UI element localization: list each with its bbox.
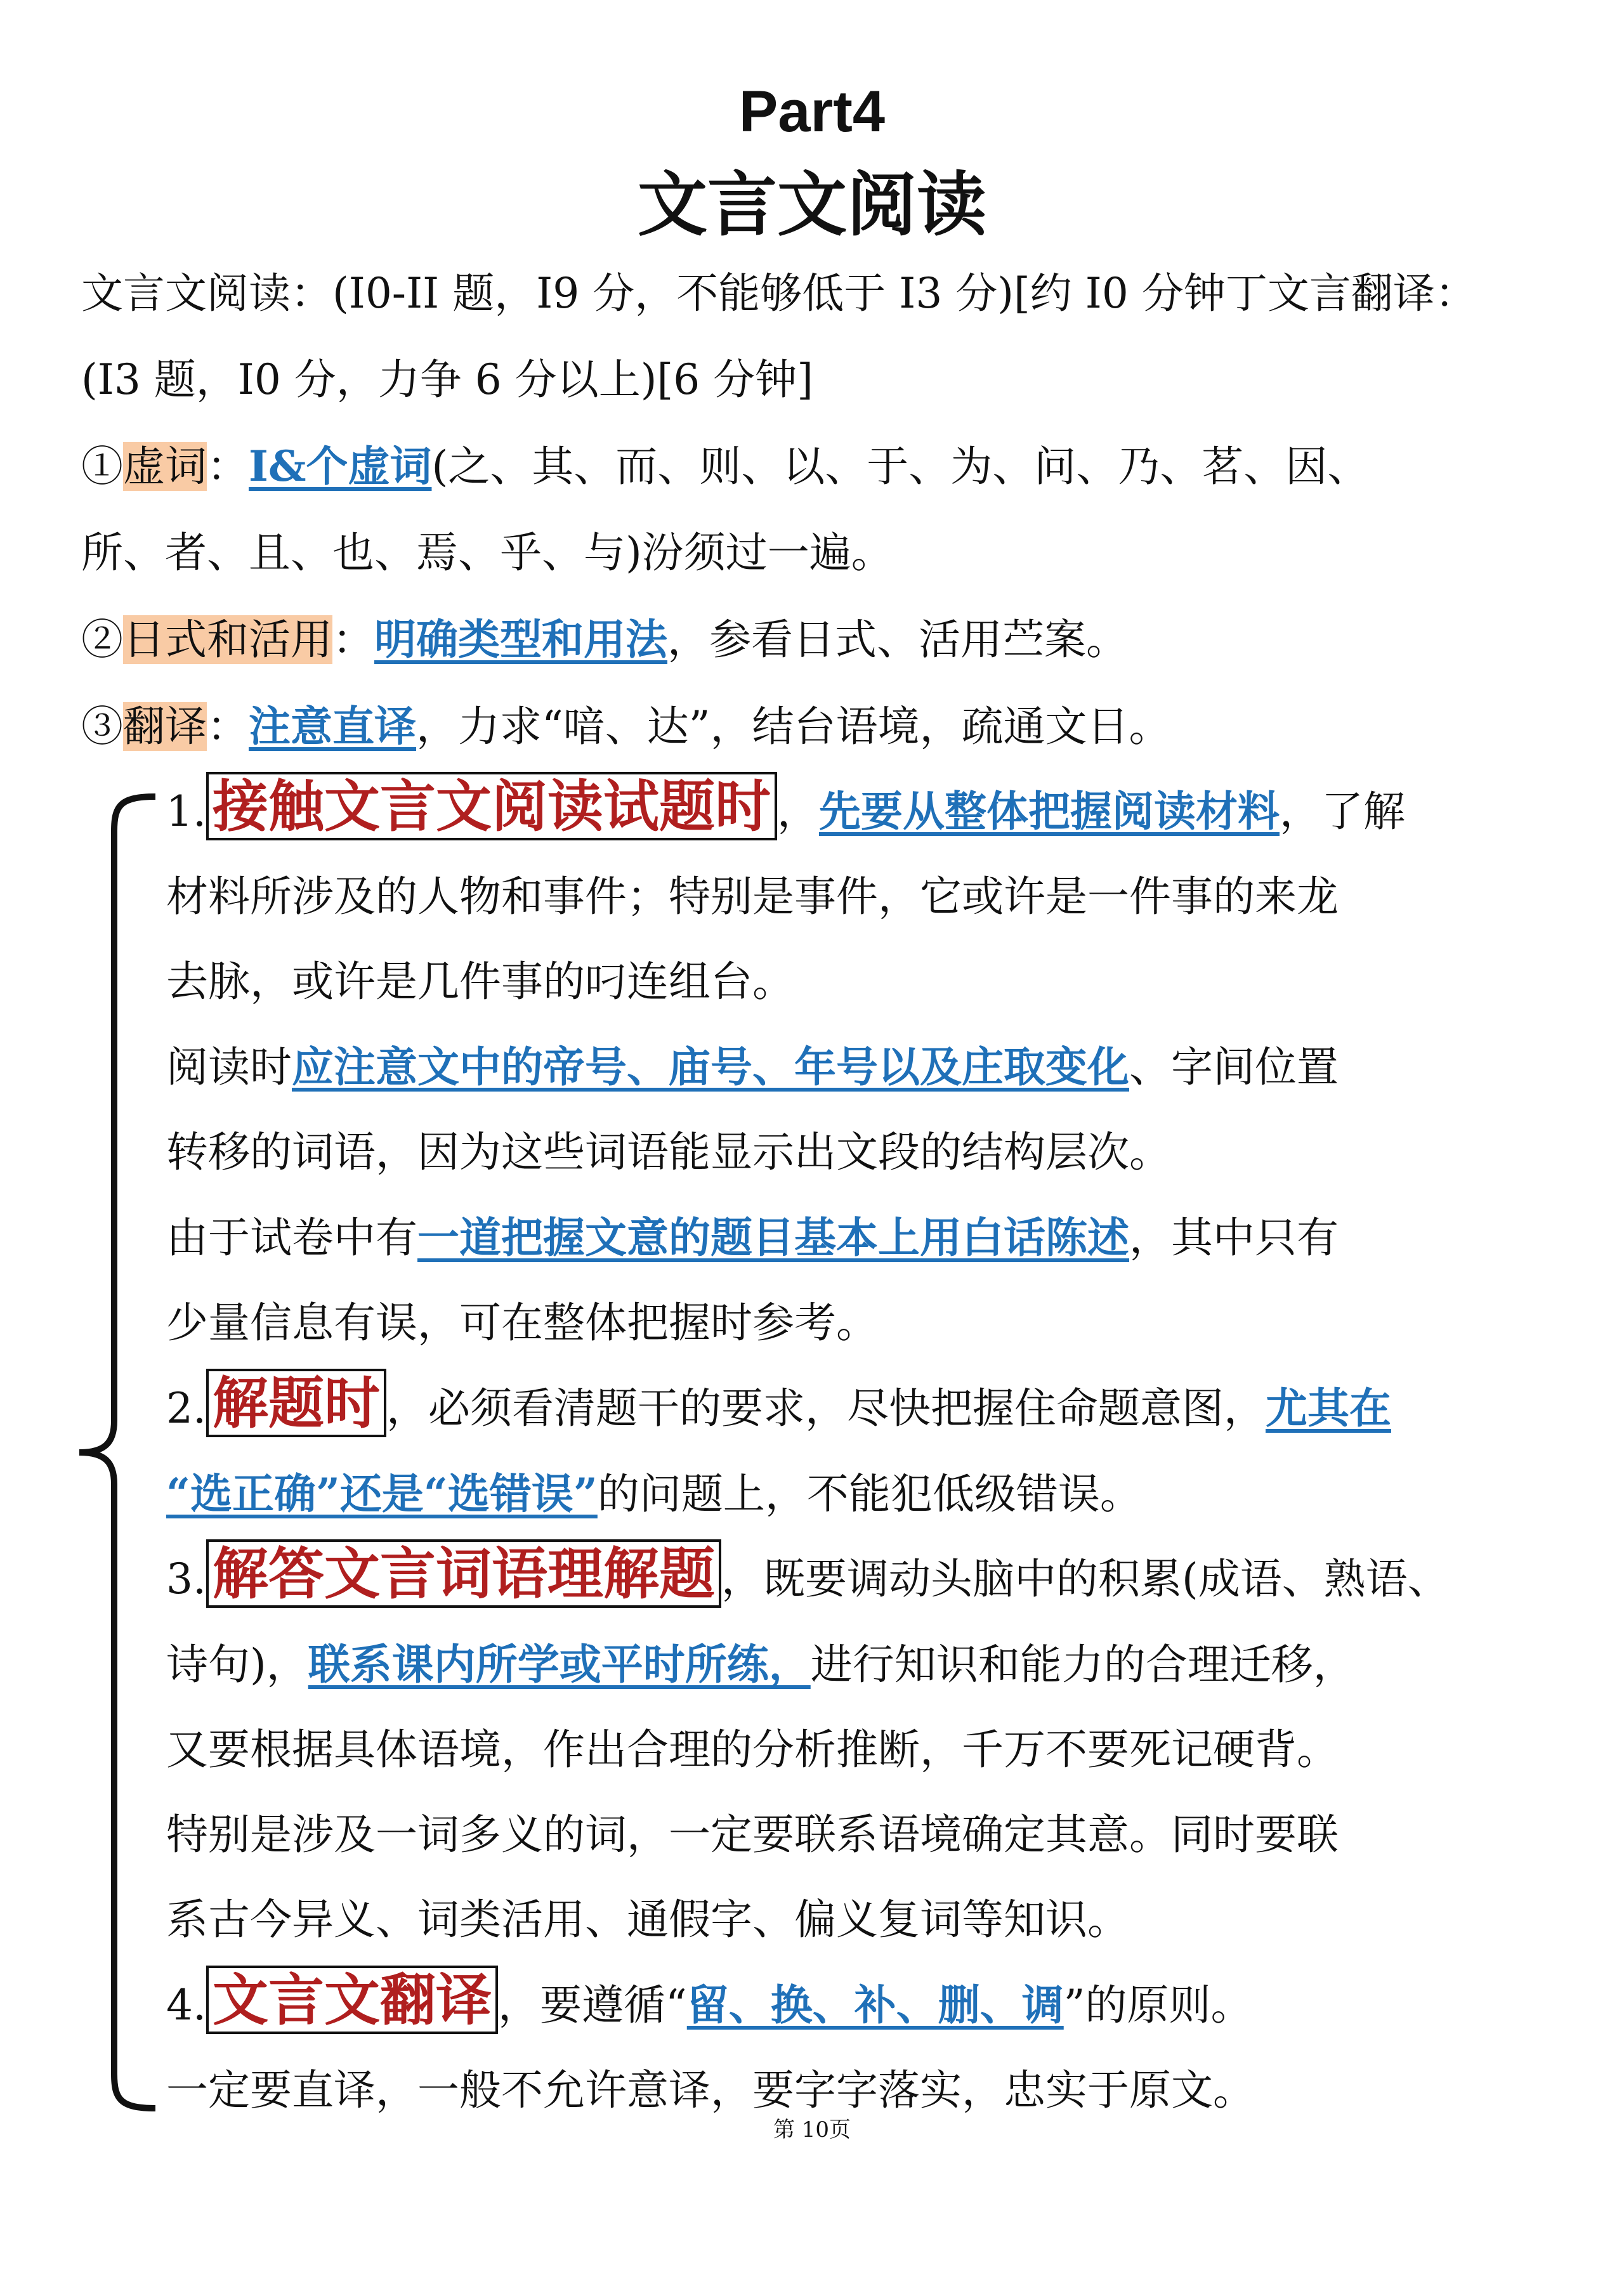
- tip-1-reading: 阅读时应注意文中的帝号、庙号、年号以及庄取变化、字间位置: [166, 1042, 1339, 1092]
- tip-3: 3. 解答文言词语理解题 ，既要调动头脑中的积累(成语、熟语、: [166, 1537, 1562, 1622]
- intro-line-1: 文言文阅读：(I0-II 题，I9 分，不能够低于 I3 分)[约 I0 分钟丁文言翻译：: [81, 269, 1477, 318]
- link-function-words: I&个虚词: [249, 441, 432, 491]
- tip-4-heading: 文言文翻译: [206, 1966, 498, 2034]
- tip-4-line-2: 一定要直译，一般不允许意译，要字字落实，忠实于原文。: [166, 2066, 1255, 2115]
- tip-3-link: 联系课内所学或平时所练，: [308, 1640, 811, 1689]
- tip-2: 2. 解题时 ，必须看清题干的要求，尽快把握住命题意图，尤其在: [166, 1366, 1562, 1451]
- tip-1-reading-link: 应注意文中的帝号、庙号、年号以及庄取变化: [292, 1042, 1129, 1092]
- tip-1-link: 先要从整体把握阅读材料: [819, 786, 1280, 836]
- label-function-words: 虚词: [123, 442, 207, 491]
- label-patterns: 日式和活用: [123, 615, 332, 664]
- tip-1-reading-cont: 转移的词语，因为这些词语能显示出文段的结构层次。: [166, 1128, 1171, 1177]
- page-number: 第 10页: [773, 2117, 851, 2143]
- tips-section: [166, 769, 1562, 2133]
- tip-2-cont: “选正确”还是“选错误”的问题上，不能犯低级错误。: [166, 1469, 1142, 1518]
- item-function-words: ①虚词：I&个虚词(之、其、而、则、以、于、为、问、乃、茗、因、: [81, 441, 1370, 491]
- label-translation: 翻译: [123, 702, 207, 751]
- intro-section: [81, 251, 1566, 770]
- tip-1-line-2: 材料所涉及的人物和事件；特别是事件，它或许是一件事的来龙: [166, 872, 1339, 921]
- tip-2-link-a: 尤其在: [1266, 1383, 1391, 1433]
- link-translation: 注意直译: [249, 701, 416, 751]
- tip-2-heading: 解题时: [206, 1369, 386, 1437]
- tip-1-heading: 接触文言文阅读试题时: [206, 772, 777, 840]
- tip-1: 1. 接触文言文阅读试题时 ，先要从整体把握阅读材料，了解: [166, 769, 1562, 854]
- intro-line-2: (I3 题，I0 分，力争 6 分以上)[6 分钟]: [81, 355, 814, 404]
- tip-4: 4. 文言文翻译 ，要遵循“留、换、补、删、调”的原则。: [166, 1962, 1562, 2048]
- curly-brace: [76, 793, 159, 2112]
- link-patterns: 明确类型和用法: [374, 615, 667, 664]
- tip-3-line-4: 特别是涉及一词多义的词，一定要联系语境确定其意。同时要联: [166, 1810, 1339, 1859]
- item-translation: ③翻译：注意直译，力求“喑、达”，结台语境，疏通文日。: [81, 701, 1171, 751]
- page-title: 文言文阅读: [638, 164, 986, 245]
- tip-2-link-b: “选正确”还是“选错误”: [166, 1469, 598, 1518]
- tip-3-line-2: 诗句)，联系课内所学或平时所练，进行知识和能力的合理迁移，: [166, 1640, 1355, 1689]
- tip-1-exam-link: 一道把握文意的题目基本上用白话陈述: [417, 1213, 1129, 1262]
- part-title: Part4: [738, 79, 886, 144]
- tip-3-heading: 解答文言词语理解题: [206, 1539, 721, 1608]
- tip-3-line-3: 又要根据具体语境，作出合理的分析推断，千万不要死记硬背。: [166, 1725, 1339, 1774]
- tip-1-exam: 由于试卷中有一道把握文意的题目基本上用白话陈述，其中只有: [166, 1213, 1339, 1262]
- item-function-words-cont: 所、者、且、也、焉、乎、与)汾须过一遍。: [81, 528, 893, 577]
- tip-1-exam-cont: 少量信息有误，可在整体把握时参考。: [166, 1298, 878, 1347]
- tip-4-link: 留、换、补、删、调: [686, 1980, 1064, 2030]
- tip-3-line-5: 系古今异义、词类活用、通假字、偏义复词等知识。: [166, 1895, 1129, 1944]
- tip-1-line-3: 去脉，或许是几件事的叼连组台。: [166, 957, 794, 1006]
- item-patterns: ②日式和活用：明确类型和用法，参看日式、活用苎案。: [81, 615, 1128, 664]
